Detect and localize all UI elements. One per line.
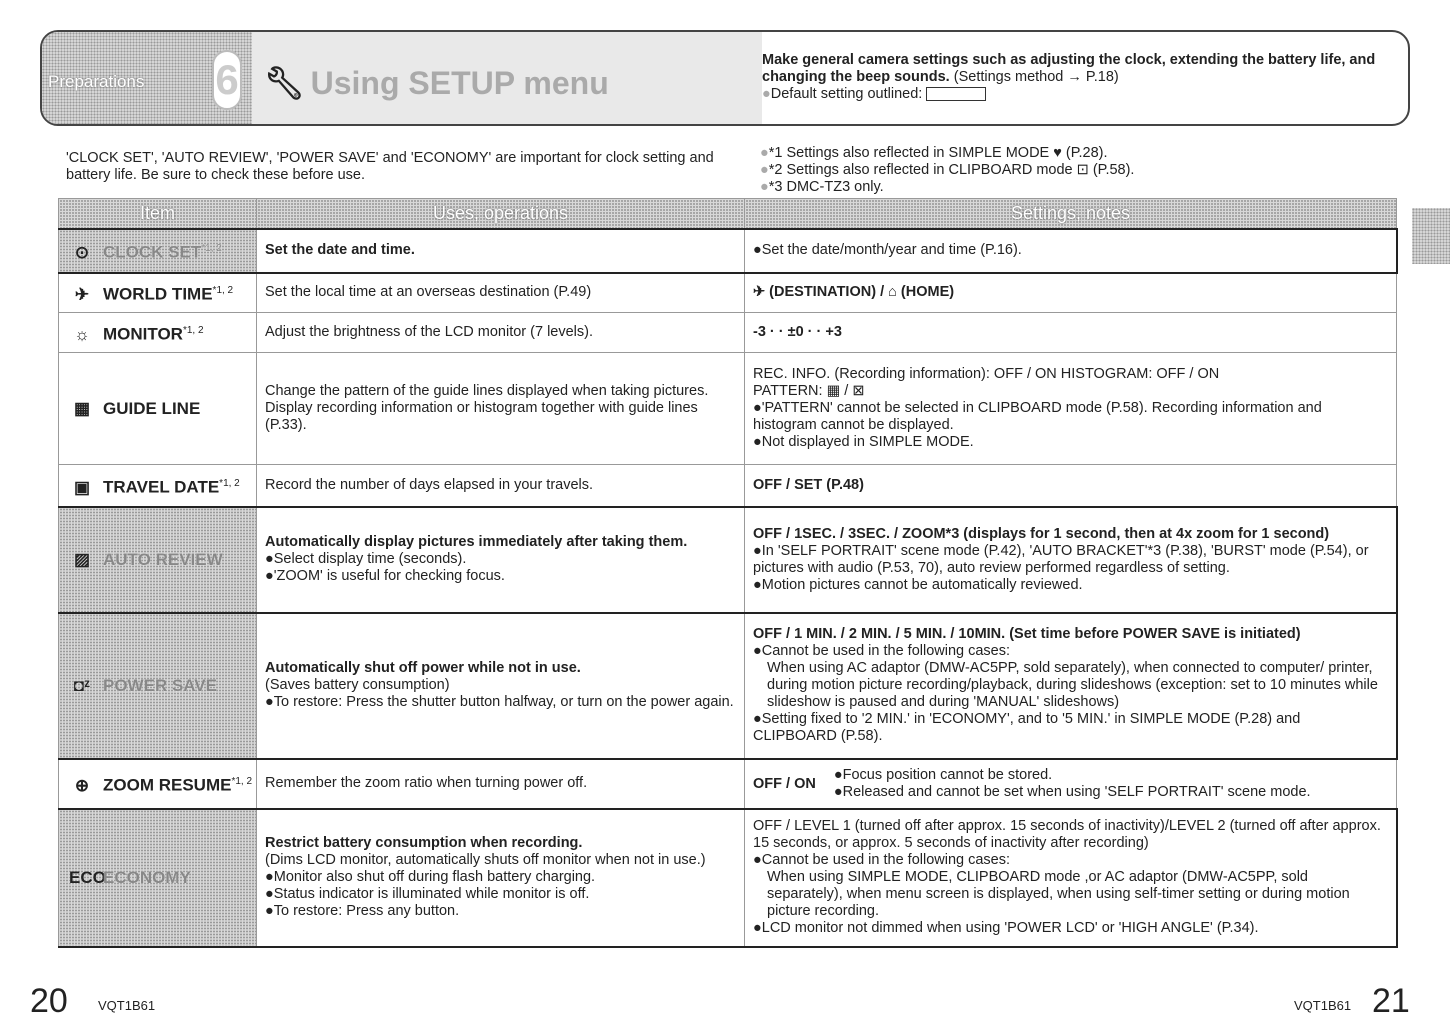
review-use-2: ●'ZOOM' is useful for checking focus.: [265, 568, 505, 584]
power-use-2: ●To restore: Press the shutter button halfway, or turn on the power again.: [265, 694, 734, 710]
zoom-icon: ⊕: [74, 775, 90, 795]
review-use-1: ●Select display time (seconds).: [265, 551, 467, 567]
eco-options: OFF / LEVEL 1 (turned off after approx. 15 seconds of inactivity)/LEVEL 2 (turned off after approx. 15 seconds, or approx. 5 seconds of inactivity after recording): [753, 818, 1381, 851]
review-options: OFF / 1SEC. / 3SEC. / ZOOM*3 (displays for 1 second, then at 4x zoom for 1 second): [753, 525, 1330, 542]
zoom-note-2: ●Released and cannot be set when using 'SELF PORTRAIT' scene mode.: [833, 783, 1311, 800]
left-model-code: VQT1B61: [98, 998, 156, 1013]
zoom-options: OFF / ON: [753, 775, 816, 792]
item-cell: ▨ AUTO REVIEW: [59, 507, 257, 613]
item-cell: ▦ GUIDE LINE: [59, 353, 257, 465]
uses-cell: Record the number of days elapsed in your travels.: [257, 465, 745, 507]
guide-note-2: ●Not displayed in SIMPLE MODE.: [753, 434, 974, 450]
header-desc-bold: Make general camera settings such as adjusting the clock, extending the battery life, and changing the beep sounds.: [762, 52, 1376, 85]
suitcase-icon: ▣: [73, 477, 91, 497]
settings-cell: [745, 613, 1397, 759]
eco-icon: ECO: [69, 868, 106, 887]
footnotes: [760, 145, 1380, 196]
table-header-row: [59, 199, 1397, 229]
item-cell: ⊙ CLOCK SET$^{*1, 2}$: [59, 229, 257, 273]
eco-use-3: ●Status indicator is illuminated while monitor is off.: [265, 886, 590, 902]
item-cell: ECOECONOMY: [59, 809, 257, 947]
review-note-1: ●In 'SELF PORTRAIT' scene mode (P.42), 'AUTO BRACKET'*3 (P.38), 'BURST' mode (P.54), or pictures with audio (P.53, 70), auto review performed regardless of setting.: [753, 542, 1369, 576]
brightness-icon: ☼: [74, 324, 90, 344]
section-number: 6: [212, 50, 242, 110]
table-row: [59, 507, 1397, 613]
review-use-title: Automatically display pictures immediately after taking them.: [265, 534, 688, 550]
power-use-title: Automatically shut off power while not in use.: [265, 660, 581, 676]
table-row: [59, 809, 1397, 947]
settings-cell: [745, 507, 1397, 613]
power-options: OFF / 1 MIN. / 2 MIN. / 5 MIN. / 10MIN. (Set time before POWER SAVE is initiated): [753, 626, 1301, 642]
wrench-icon: 🔧︎: [264, 65, 305, 101]
table-row: [59, 273, 1397, 313]
right-model-code: VQT1B61: [1294, 998, 1352, 1013]
eco-use-1: (Dims LCD monitor, automatically shuts off monitor when not in use.): [265, 852, 706, 868]
eco-use-2: ●Monitor also shut off during flash battery charging.: [265, 869, 596, 885]
side-tab-marker: [1412, 208, 1450, 264]
guide-pattern: PATTERN: ▦ / ⊠: [753, 383, 865, 399]
uses-cell: Change the pattern of the guide lines displayed when taking pictures. Display recording information or histogram together with guide lines (P.33).: [257, 353, 745, 465]
power-note-3: ●Setting fixed to '2 MIN.' in 'ECONOMY', and to '5 MIN.' in SIMPLE MODE (P.28) and CLIPBOARD (P.58).: [753, 711, 1301, 744]
table-row: [59, 613, 1397, 759]
uses-cell: Remember the zoom ratio when turning power off.: [257, 759, 745, 809]
settings-cell: [745, 759, 1397, 809]
header-description: Make general camera settings such as adjusting the clock, extending the battery life, and changing the beep sounds. (Settings method → P.18) ●Default setting outlined:: [762, 52, 1376, 102]
item-cell: ☼ MONITOR$^{*1, 2}$: [59, 313, 257, 353]
footnote-2: ●*2 Settings also reflected in CLIPBOARD mode ⊡ (P.58).: [760, 162, 1135, 178]
uses-cell: [257, 613, 745, 759]
settings-cell: [745, 353, 1397, 465]
zoom-note-1: ●Focus position cannot be stored.: [833, 766, 1053, 783]
review-note-2: ●Motion pictures cannot be automatically reviewed.: [753, 576, 1083, 593]
footnote-3: ●*3 DMC-TZ3 only.: [760, 179, 884, 195]
footnote-1: ●*1 Settings also reflected in SIMPLE MODE ♥ (P.28).: [760, 145, 1108, 161]
eco-note-2: When using SIMPLE MODE, CLIPBOARD mode ,or AC adaptor (DMW-AC5PP, sold separately), when menu screen is displayed, when using self-timer setting or during motion picture recording.: [767, 869, 1350, 919]
section-label: Preparations: [48, 72, 145, 91]
uses-cell: Set the local time at an overseas destination (P.49): [257, 273, 745, 313]
settings-cell: ●Set the date/month/year and time (P.16).: [745, 229, 1397, 273]
intro-text: 'CLOCK SET', 'AUTO REVIEW', 'POWER SAVE' and 'ECONOMY' are important for clock setting and battery life. Be sure to check these before use.: [66, 150, 714, 183]
item-cell: ⊕ ZOOM RESUME$^{*1, 2}$: [59, 759, 257, 809]
left-page-number: 20: [30, 982, 68, 1020]
globe-plane-icon: ✈: [74, 285, 90, 305]
uses-cell: [257, 809, 745, 947]
grid-icon: ▦: [73, 399, 91, 418]
table-row: [59, 313, 1397, 353]
eco-use-title: Restrict battery consumption when recording.: [265, 835, 583, 851]
right-page-number: 21: [1372, 982, 1410, 1020]
page-header: [40, 30, 1410, 126]
guide-rec-info: REC. INFO. (Recording information): OFF / ON HISTOGRAM: OFF / ON: [753, 366, 1220, 382]
review-icon: ▨: [73, 550, 91, 569]
table-row: [59, 465, 1397, 507]
eco-use-4: ●To restore: Press any button.: [265, 903, 460, 919]
power-note-2: When using AC adaptor (DMW-AC5PP, sold separately), when connected to computer/ printer, during motion picture recording/playback, during slideshows (exception: set to 10 minutes while slideshow is paused and during 'MANUAL' slideshows): [767, 660, 1378, 710]
header-desc-ref: (Settings method → P.18): [953, 69, 1119, 85]
settings-cell: OFF / SET (P.48): [745, 465, 1397, 507]
item-cell: ◘ᶻ POWER SAVE: [59, 613, 257, 759]
settings-cell: ✈ (DESTINATION) / ⌂ (HOME): [745, 273, 1397, 313]
guide-note-1: ●'PATTERN' cannot be selected in CLIPBOARD mode (P.58). Recording information and histogram cannot be displayed.: [753, 400, 1322, 433]
power-use-1: (Saves battery consumption): [265, 677, 450, 693]
uses-cell: Adjust the brightness of the LCD monitor (7 levels).: [257, 313, 745, 353]
default-outline-box: [926, 87, 986, 101]
power-note-1: ●Cannot be used in the following cases:: [753, 643, 1011, 659]
table-row: [59, 353, 1397, 465]
clock-icon: ⊙: [74, 242, 90, 262]
zoom-notes: [834, 767, 1311, 801]
col-header-item: Item: [59, 199, 257, 229]
settings-cell: [745, 809, 1397, 947]
default-note: Default setting outlined:: [770, 86, 923, 102]
uses-cell: [257, 507, 745, 613]
setup-table: [58, 198, 1398, 948]
page-title: 🔧︎ Using SETUP menu: [264, 65, 609, 101]
table-row: [59, 229, 1397, 273]
col-header-uses: Uses, operations: [257, 199, 745, 229]
power-save-icon: ◘ᶻ: [73, 676, 91, 695]
uses-cell: Set the date and time.: [257, 229, 745, 273]
item-cell: ▣ TRAVEL DATE$^{*1, 2}$: [59, 465, 257, 507]
eco-note-3: ●LCD monitor not dimmed when using 'POWER LCD' or 'HIGH ANGLE' (P.34).: [753, 920, 1259, 936]
item-cell: ✈ WORLD TIME$^{*1, 2}$: [59, 273, 257, 313]
eco-note-1: ●Cannot be used in the following cases:: [753, 852, 1011, 868]
settings-cell: -3 · · ±0 · · +3: [745, 313, 1397, 353]
table-row: [59, 759, 1397, 809]
col-header-settings: Settings, notes: [745, 199, 1397, 229]
